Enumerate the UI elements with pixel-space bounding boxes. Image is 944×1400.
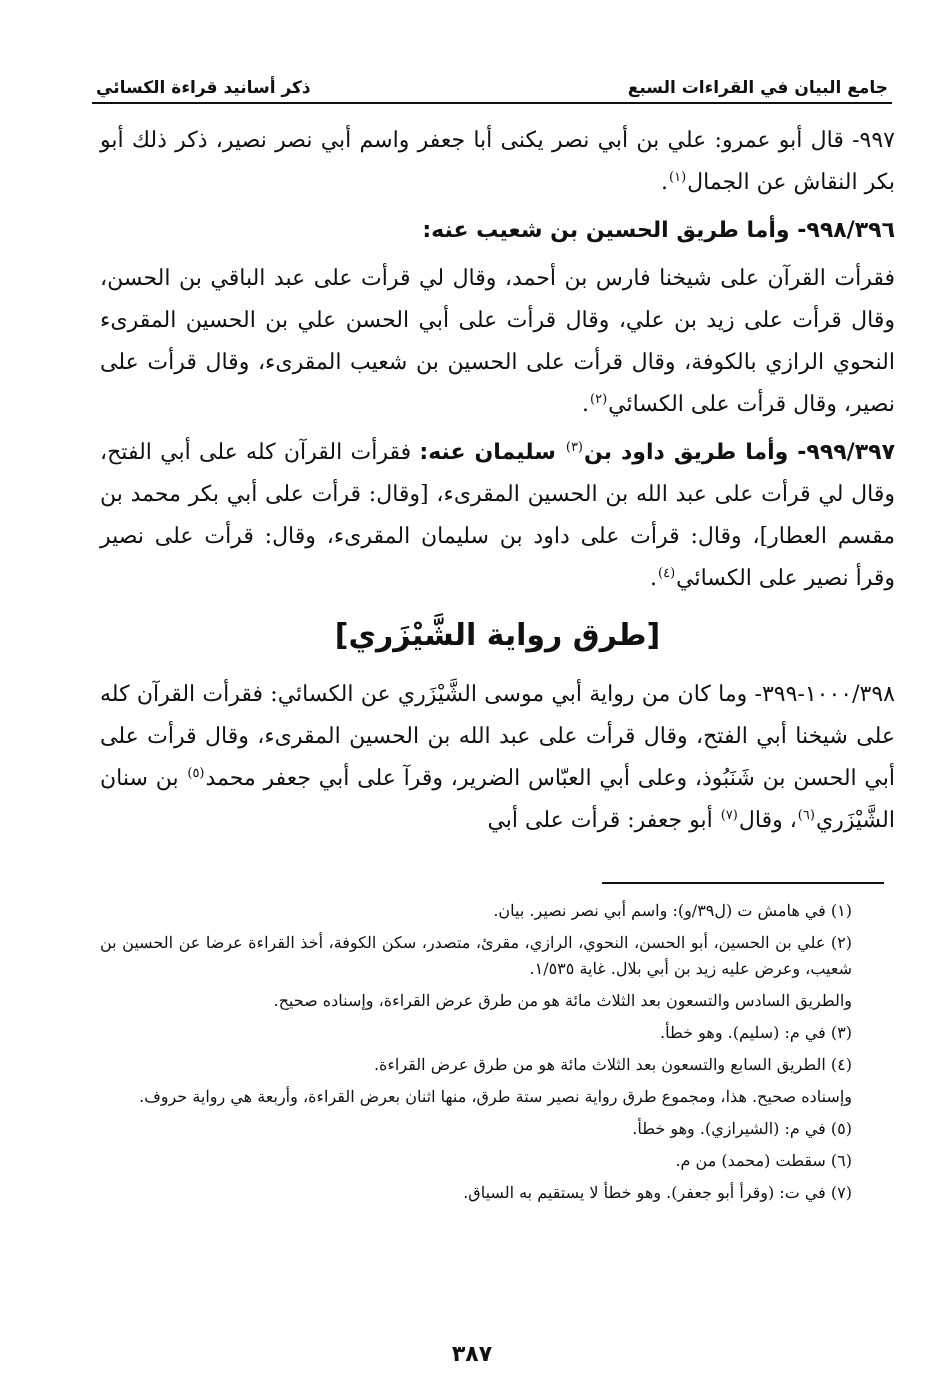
paragraph-1000 [100, 674, 895, 842]
paragraph-998 [100, 258, 895, 426]
chapter-title: ذكر أسانيد قراءة الكسائي [96, 78, 311, 98]
entry-heading: ٩٩٩/٣٩٧- وأما طريق داود بن [584, 440, 895, 465]
footnote-2: (٢) علي بن الحسين، أبو الحسن، النحوي، الرازي، مقرئ، متصدر، سكن الكوفة، أخذ القراءة عرضا عن الحسين بن شعيب، وعرض عليه زيد بن أبي بلال. غاية ١/٥٣٥. [100, 933, 852, 978]
book-title: جامع البيان في القراءات السبع [627, 78, 888, 98]
paragraph-999 [100, 432, 895, 600]
section-heading: [طرق رواية الشَّيْزَري] [334, 618, 661, 653]
footnotes [100, 898, 852, 1212]
paragraph-text: فقرأت القرآن كله على أبي الفتح، وقال لي قرأت على عبد الله بن الحسين المقرىء، [وقال: قرأت على أبي بكر محمد بن مقسم العطار]، وقال: قرأت على داود بن سليمان المقرىء، وقال: قرأت على نصير وقرأ نصير على الكسائي [100, 440, 895, 591]
footnote-ref-7[interactable]: (٧) [720, 807, 738, 823]
footnote-5: (٥) في م: (الشيرازي). وهو خطأ. [632, 1119, 852, 1138]
entry-number: ٩٩٧- [852, 128, 895, 153]
paragraph-text-2: بن سنان الشَّيْزَري [100, 766, 895, 833]
paragraph-text-end: . [582, 392, 589, 417]
footnote-divider [602, 882, 884, 884]
paragraph-text: قال أبو عمرو: علي بن أبي نصر يكنى أبا جعفر واسم أبي نصر نصير، ذكر ذلك أبو بكر النقاش عن الجمال [100, 128, 895, 195]
main-text [100, 120, 895, 848]
footnote-7: (٧) في ت: (وقرأ أبو جعفر). وهو خطأ لا يستقيم به السياق. [463, 1183, 852, 1202]
entry-heading-end: سليمان عنه: [419, 440, 565, 465]
page-number: ٣٨٧ [451, 1342, 493, 1367]
paragraph-997 [100, 120, 895, 204]
footnote-ref-3[interactable]: (٣) [565, 439, 583, 455]
footnote-4: (٤) الطريق السابع والتسعون بعد الثلاث مائة هو من طرق عرض القراءة. [373, 1055, 852, 1074]
paragraph-text: وما كان من رواية أبي موسى الشَّيْزَري عن الكسائي: فقرأت القرآن كله على شيخنا أبي الفتح، وقال قرأت على عبد الله بن الحسين المقرىء، وقال قرأت على أبي الحسن بن شَنَبُوذ، وعلى أبي العبّاس الضرير، وقرآ على أبي جعفر محمد [100, 682, 895, 791]
footnote-2-continued: والطريق السادس والتسعون بعد الثلاث مائة هو من طرق عرض القراءة، وإسناده صحيح. [273, 991, 852, 1010]
paragraph-text-4: أبو جعفر: قرأت على أبي [487, 808, 720, 833]
footnote-ref-4[interactable]: (٤) [658, 565, 676, 581]
paragraph-998-heading: ٩٩٨/٣٩٦- وأما طريق الحسين بن شعيب عنه: [422, 218, 895, 243]
running-header [92, 66, 892, 104]
footnote-6: (٦) سقطت (محمد) من م. [675, 1151, 852, 1170]
footnote-ref-1[interactable]: (١) [669, 169, 687, 185]
footnote-1: (١) في هامش ت (ل٣٩/و): واسم أبي نصر نصير. بيان. [493, 901, 852, 920]
footnote-ref-5[interactable]: (٥) [187, 765, 205, 781]
footnote-4-continued: وإسناده صحيح. هذا، ومجموع طرق رواية نصير ستة طرق، منها اثنان بعرض القراءة، وأربعة هي رواية حروف. [139, 1087, 852, 1106]
paragraph-text-end: . [661, 170, 669, 195]
entry-number: ١٠٠٠/٣٩٨-٣٩٩- [754, 682, 895, 707]
footnote-ref-6[interactable]: (٦) [797, 807, 815, 823]
footnote-3: (٣) في م: (سليم). وهو خطأ. [660, 1023, 852, 1042]
paragraph-text-3: ، وقال [738, 808, 797, 833]
paragraph-text: فقرأت القرآن على شيخنا فارس بن أحمد، وقال لي قرأت على عبد الباقي بن الحسن، وقال قرأت على زيد بن علي، وقال قرأت على أبي الحسن علي بن الحسين المقرىء النحوي الرازي بالكوفة، وقال قرأت على الحسين بن شعيب المقرىء، وقال قرأت على نصير، وقال قرأت على الكسائي [100, 266, 895, 417]
footnote-ref-2[interactable]: (٢) [590, 391, 608, 407]
paragraph-text-end: . [650, 566, 657, 591]
